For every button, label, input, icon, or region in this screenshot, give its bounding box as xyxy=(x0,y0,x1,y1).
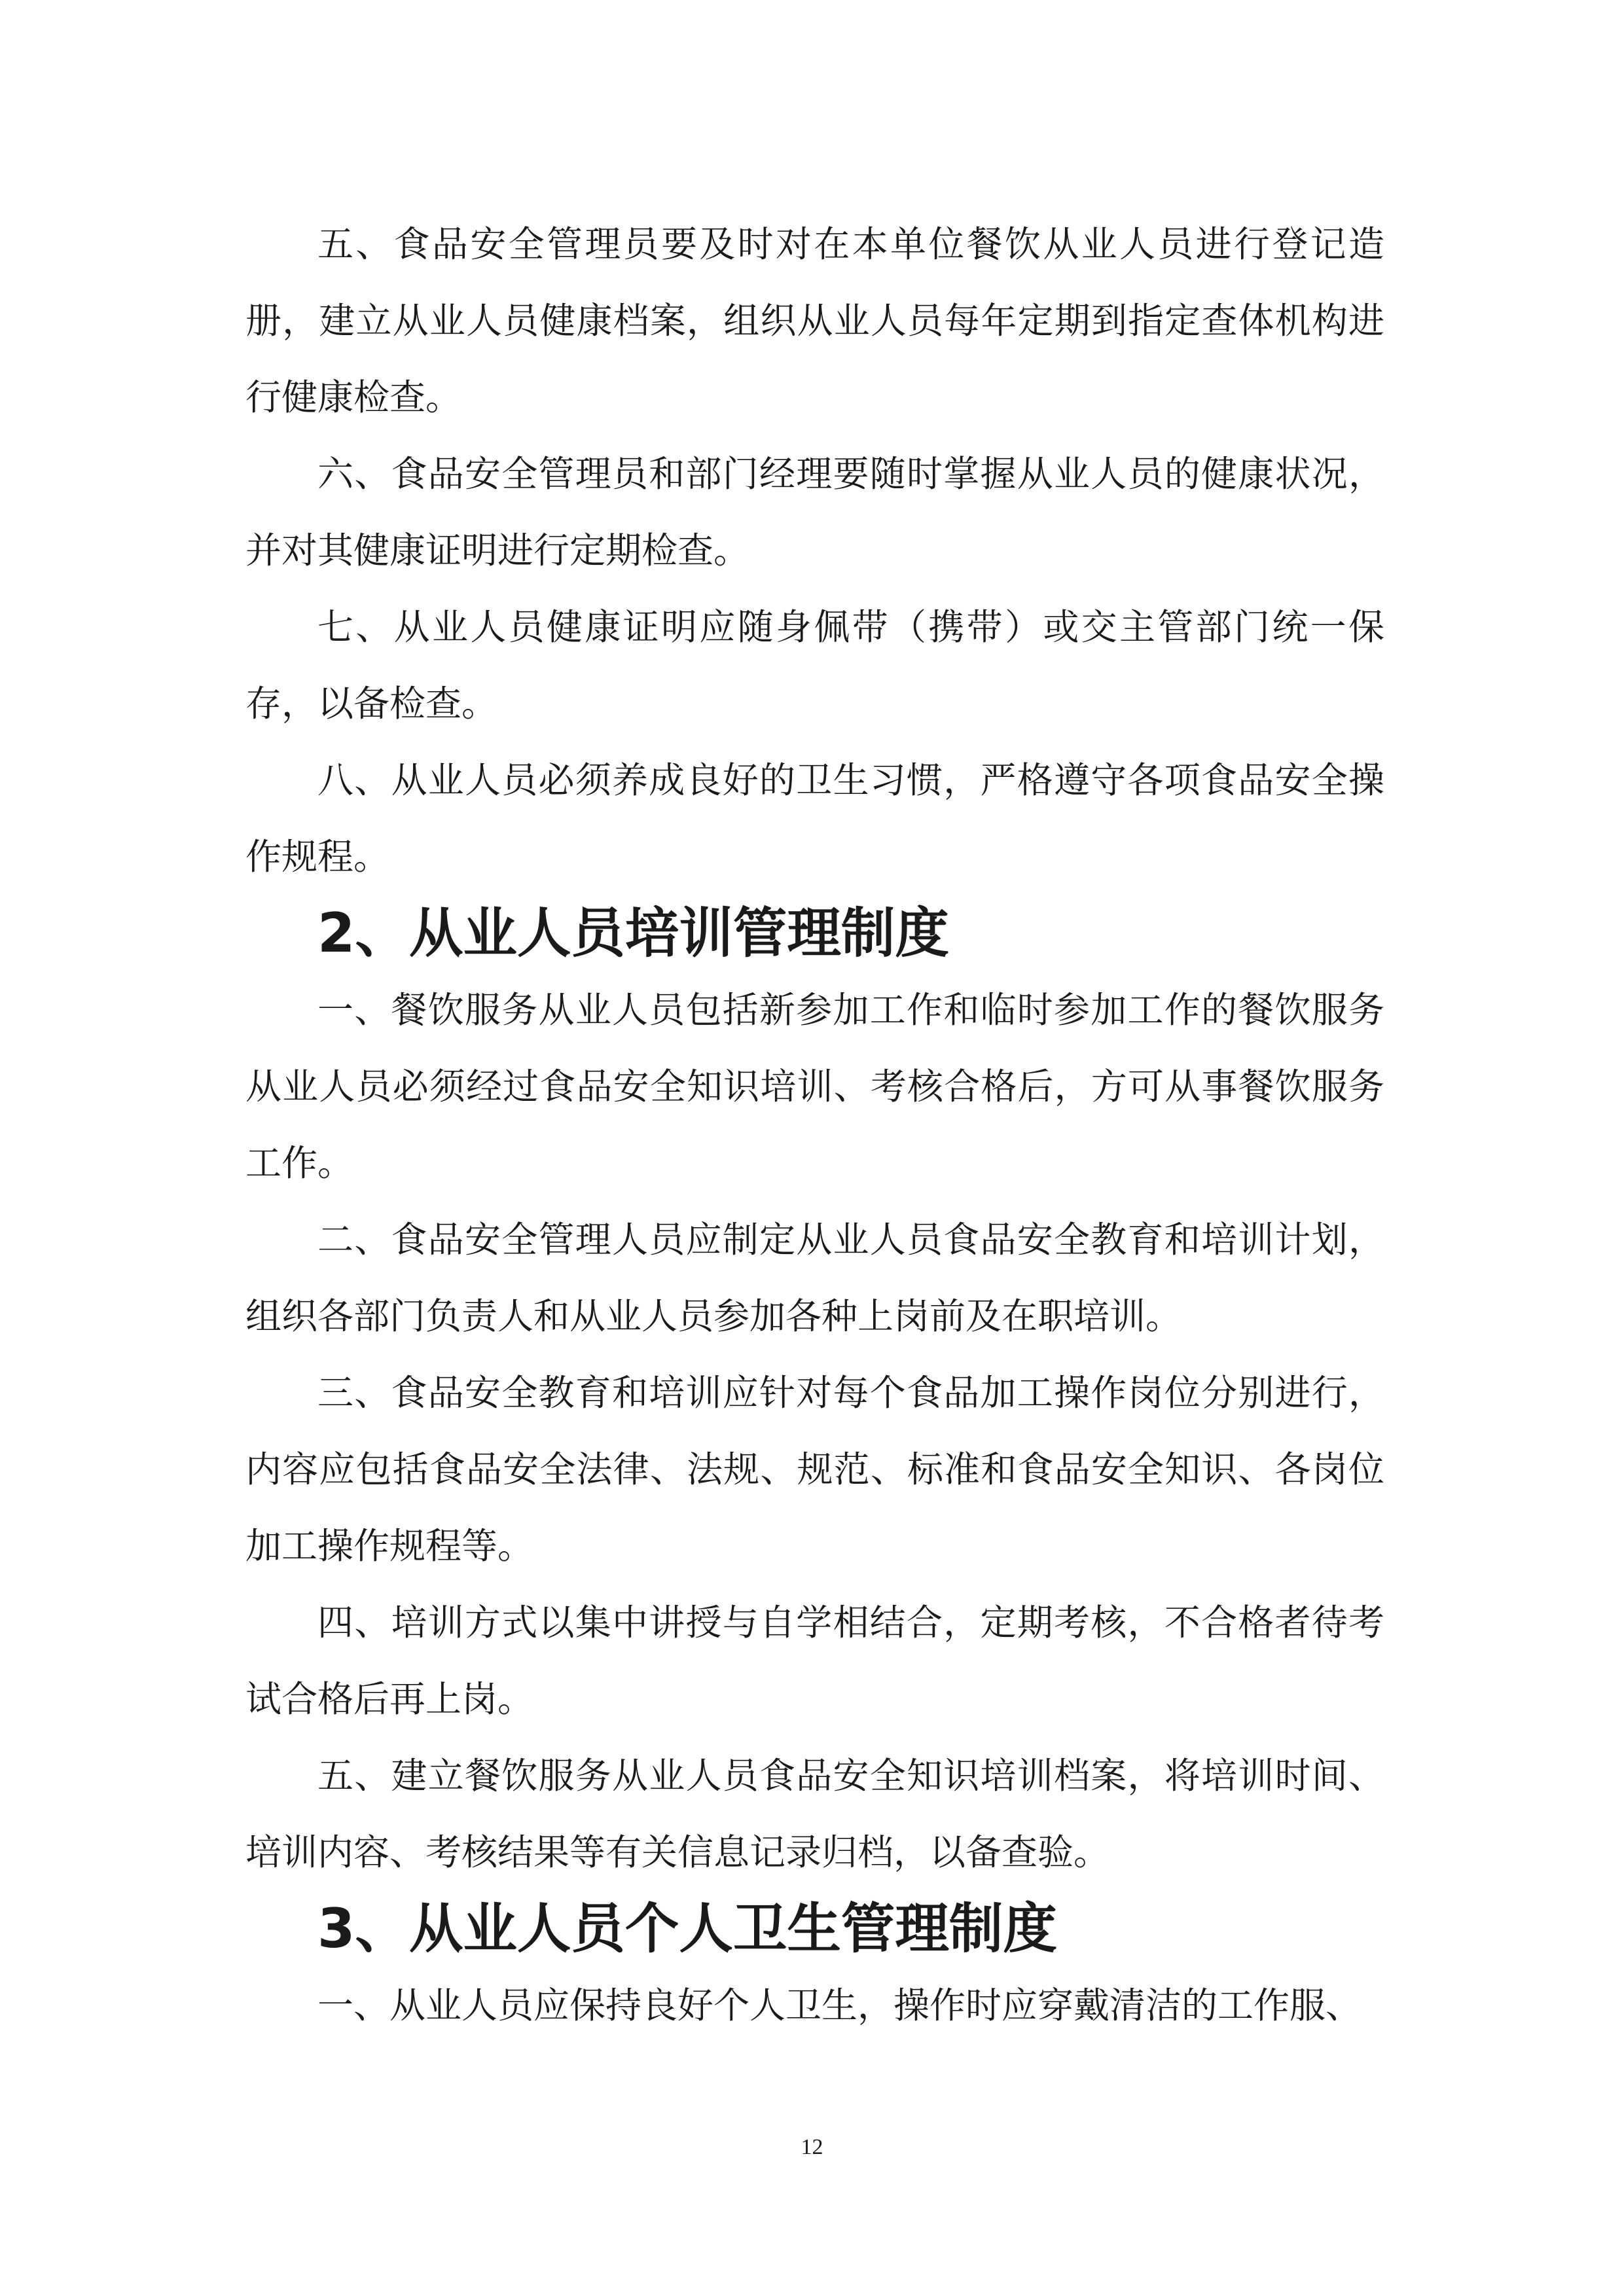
paragraph-training-method: 四、培训方式以集中讲授与自学相结合，定期考核，不合格者待考试合格后再上岗。 xyxy=(245,1602,1384,1720)
document-body xyxy=(245,206,1384,2044)
page-number: 12 xyxy=(801,2135,823,2159)
paragraph-training-requirement: 一、餐饮服务从业人员包括新参加工作和临时参加工作的餐饮服务从业人员必须经过食品安全知识培训、考核合格后，方可从事餐饮服务工作。 xyxy=(245,989,1384,1184)
paragraph-health-registration: 五、食品安全管理员要及时对在本单位餐饮从业人员进行登记造册，建立从业人员健康档案，组织从业人员每年定期到指定查体机构进行健康检查。 xyxy=(245,223,1384,418)
paragraph-health-monitoring: 六、食品安全管理员和部门经理要随时掌握从业人员的健康状况，并对其健康证明进行定期检查。 xyxy=(245,453,1384,571)
section-heading-training: 2、从业人员培训管理制度 xyxy=(317,902,949,965)
paragraph-training-content: 三、食品安全教育和培训应针对每个食品加工操作岗位分别进行，内容应包括食品安全法律、法规、规范、标准和食品安全知识、各岗位加工操作规程等。 xyxy=(245,1372,1384,1567)
paragraph-personal-hygiene: 一、从业人员应保持良好个人卫生，操作时应穿戴清洁的工作服、 xyxy=(317,1984,1362,2026)
paragraph-hygiene-habits: 八、从业人员必须养成良好的卫生习惯，严格遵守各项食品安全操作规程。 xyxy=(245,759,1384,878)
paragraph-training-records: 五、建立餐饮服务从业人员食品安全知识培训档案，将培训时间、培训内容、考核结果等有关信息记录归档，以备查验。 xyxy=(245,1755,1384,1873)
paragraph-health-certificate: 七、从业人员健康证明应随身佩带（携带）或交主管部门统一保存，以备检查。 xyxy=(245,606,1384,725)
paragraph-training-plan: 二、食品安全管理人员应制定从业人员食品安全教育和培训计划，组织各部门负责人和从业人员参加各种上岗前及在职培训。 xyxy=(245,1219,1384,1337)
section-heading-personal-hygiene: 3、从业人员个人卫生管理制度 xyxy=(317,1897,1057,1960)
